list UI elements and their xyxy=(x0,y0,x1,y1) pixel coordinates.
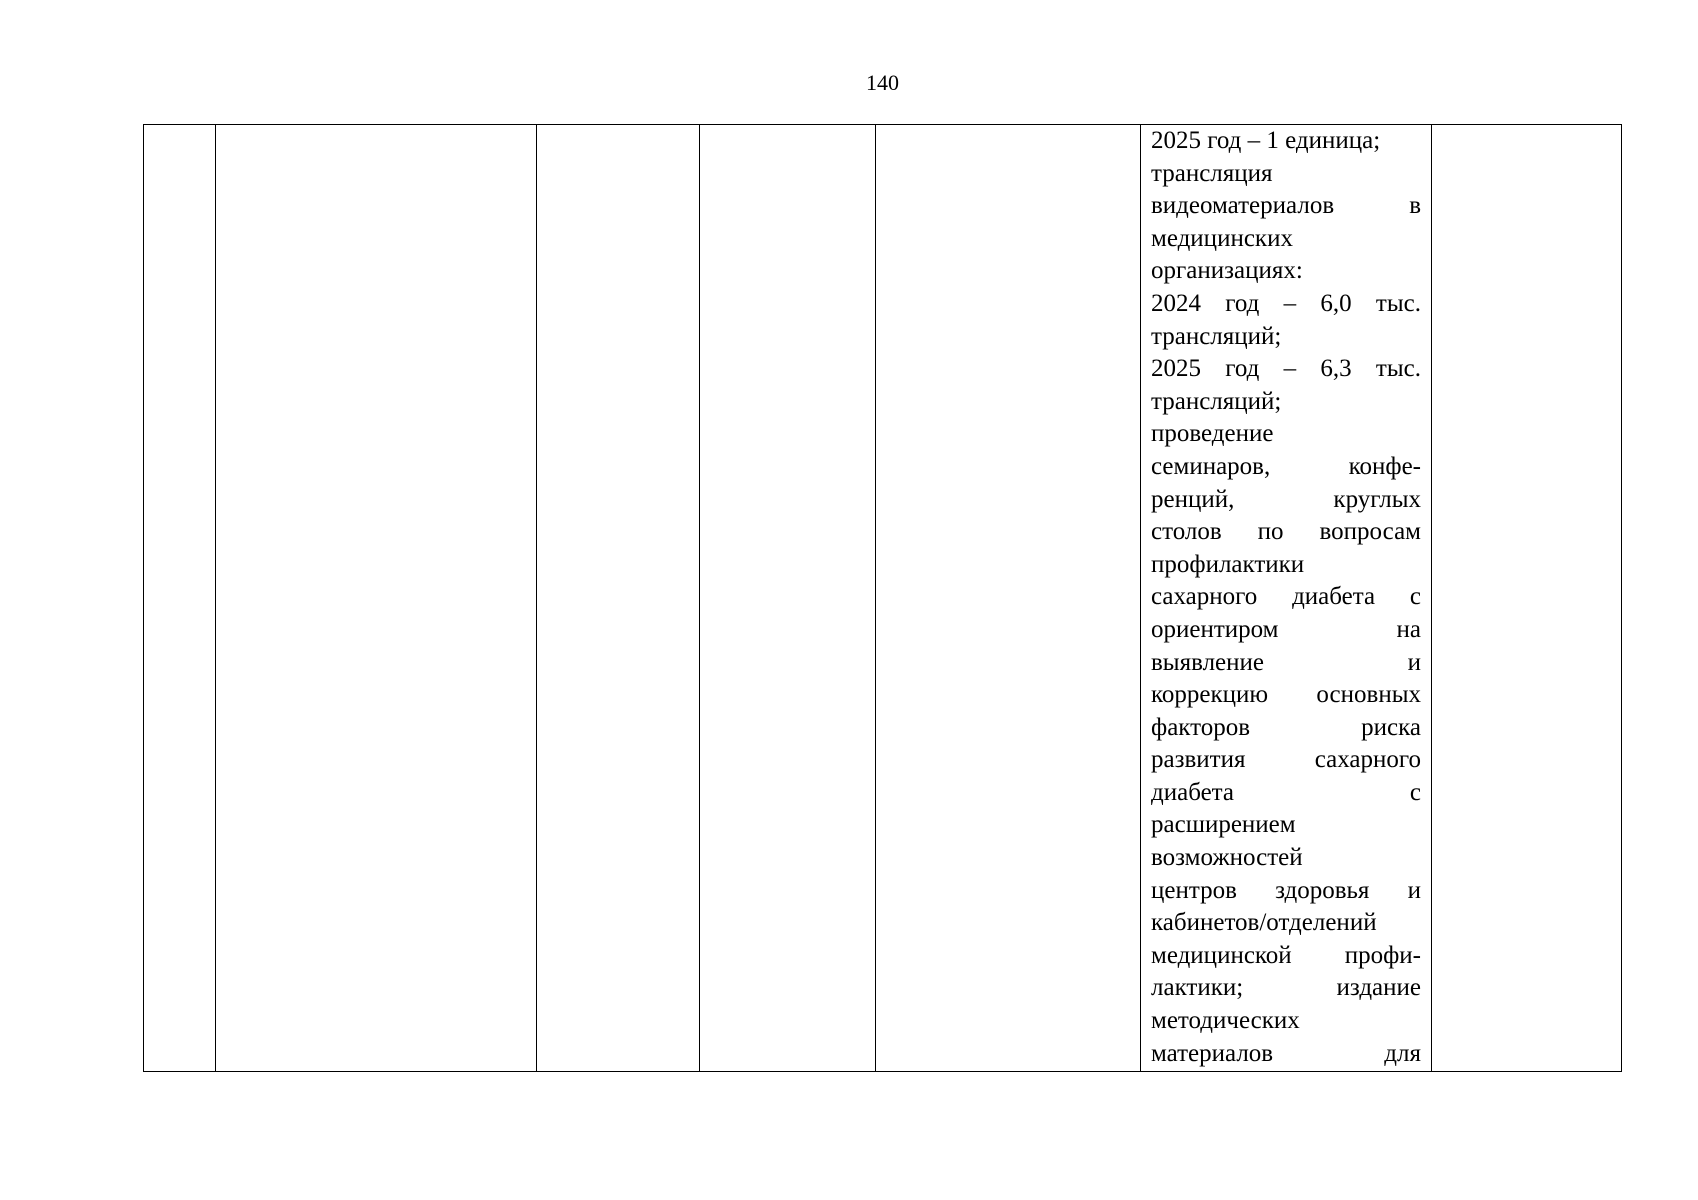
cell-text-line: возможностей xyxy=(1151,844,1303,872)
cell-text-line: медицинской профи- xyxy=(1151,941,1421,969)
cell-text-line: 2025 год – 6,3 тыс. xyxy=(1151,355,1421,383)
cell-text-line: 2025 год – 1 единица; xyxy=(1151,127,1381,154)
cell-text-line: диабета с xyxy=(1151,778,1421,806)
cell-text-line: трансляция xyxy=(1151,159,1273,187)
cell-text-line: кабинетов/отделений xyxy=(1151,909,1377,937)
table-cell-col-6 xyxy=(1141,125,1432,1072)
table-row xyxy=(144,125,1622,1072)
cell-text-line: материалов для xyxy=(1151,1039,1421,1067)
cell-text-line: 2024 год – 6,0 тыс. xyxy=(1151,289,1421,317)
cell-text-lines xyxy=(1151,125,1421,1070)
cell-text-line: проведение xyxy=(1151,420,1274,448)
cell-text-line: видеоматериалов в xyxy=(1151,192,1421,220)
cell-text-line: коррекцию основных xyxy=(1151,681,1421,709)
document-table xyxy=(143,124,1622,1072)
cell-text-line: трансляций; xyxy=(1151,387,1282,415)
table-cell-col-3 xyxy=(537,125,700,1072)
table-cell-col-5 xyxy=(876,125,1141,1072)
cell-text-line: столов по вопросам xyxy=(1151,518,1421,546)
cell-text-line: семинаров, конфе- xyxy=(1151,452,1421,480)
cell-text-line: профилактики xyxy=(1151,550,1305,578)
table-cell-col-4 xyxy=(700,125,876,1072)
cell-text-line: центров здоровья и xyxy=(1151,876,1421,904)
cell-text-line: расширением xyxy=(1151,811,1296,839)
cell-text-line: факторов риска xyxy=(1151,713,1421,741)
cell-text-line: ориентиром на xyxy=(1151,615,1421,643)
table-cell-col-1 xyxy=(144,125,216,1072)
table-cell-col-2 xyxy=(216,125,537,1072)
cell-text-line: организациях: xyxy=(1151,257,1303,285)
cell-text-line: медицинских xyxy=(1151,224,1293,252)
table-cell-col-7 xyxy=(1432,125,1622,1072)
page-number: 140 xyxy=(866,70,899,95)
cell-text-line: сахарного диабета с xyxy=(1151,583,1421,611)
cell-text-line: развития сахарного xyxy=(1151,746,1421,774)
cell-text-line: выявление и xyxy=(1151,648,1421,676)
cell-text-line: лактики; издание xyxy=(1151,974,1421,1002)
cell-text-line: трансляций; xyxy=(1151,322,1282,350)
cell-text-line: ренций, круглых xyxy=(1151,485,1421,513)
cell-text-line: методических xyxy=(1151,1007,1300,1035)
